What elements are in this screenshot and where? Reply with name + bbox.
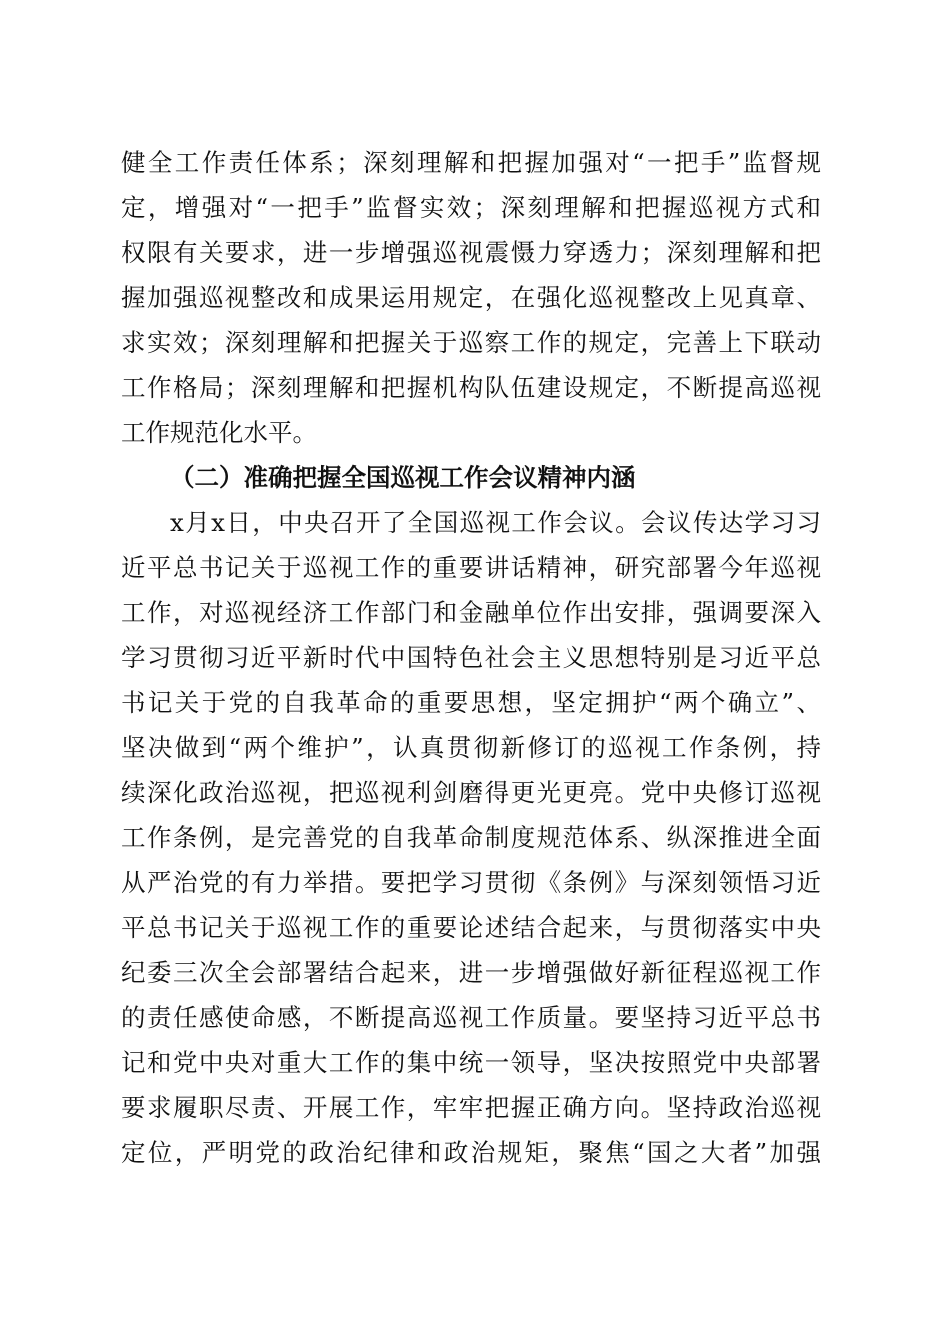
paragraph-line: 的责任感使命感，不断提高巡视工作质量。要坚持习近平总书 — [121, 1003, 821, 1032]
paragraph-line: 要求履职尽责、开展工作，牢牢把握正确方向。坚持政治巡视 — [121, 1093, 821, 1122]
paragraph-line: x月x日，中央召开了全国巡视工作会议。会议传达学习习 — [170, 508, 821, 537]
paragraph-line: 记和党中央对重大工作的集中统一领导，坚决按照党中央部署 — [121, 1048, 821, 1077]
paragraph-line: 平总书记关于巡视工作的重要论述结合起来，与贯彻落实中央 — [121, 913, 821, 942]
paragraph-line: 求实效；深刻理解和把握关于巡察工作的规定，完善上下联动 — [121, 328, 821, 357]
paragraph-line: 近平总书记关于巡视工作的重要讲话精神，研究部署今年巡视 — [121, 553, 821, 582]
section-heading: （二）准确把握全国巡视工作会议精神内涵 — [170, 463, 636, 492]
paragraph-line: 定，增强对“一把手”监督实效；深刻理解和把握巡视方式和 — [121, 193, 821, 222]
paragraph-line: 工作条例，是完善党的自我革命制度规范体系、纵深推进全面 — [121, 823, 821, 852]
paragraph-line: 健全工作责任体系；深刻理解和把握加强对“一把手”监督规 — [121, 148, 821, 177]
paragraph-line: 工作规范化水平。 — [121, 418, 317, 447]
paragraph-line: 握加强巡视整改和成果运用规定，在强化巡视整改上见真章、 — [121, 283, 821, 312]
paragraph-line: 书记关于党的自我革命的重要思想，坚定拥护“两个确立”、 — [121, 688, 821, 717]
paragraph-line: 从严治党的有力举措。要把学习贯彻《条例》与深刻领悟习近 — [121, 868, 821, 897]
paragraph-line: 定位，严明党的政治纪律和政治规矩，聚焦“国之大者”加强 — [121, 1138, 821, 1167]
paragraph-line: 纪委三次全会部署结合起来，进一步增强做好新征程巡视工作 — [121, 958, 821, 987]
paragraph-line: 坚决做到“两个维护”，认真贯彻新修订的巡视工作条例，持 — [121, 733, 821, 762]
paragraph-line: 学习贯彻习近平新时代中国特色社会主义思想特别是习近平总 — [121, 643, 821, 672]
paragraph-line: 工作，对巡视经济工作部门和金融单位作出安排，强调要深入 — [121, 598, 821, 627]
paragraph-line: 权限有关要求，进一步增强巡视震慑力穿透力；深刻理解和把 — [121, 238, 821, 267]
paragraph-line: 工作格局；深刻理解和把握机构队伍建设规定，不断提高巡视 — [121, 373, 821, 402]
paragraph-line: 续深化政治巡视，把巡视利剑磨得更光更亮。党中央修订巡视 — [121, 778, 821, 807]
